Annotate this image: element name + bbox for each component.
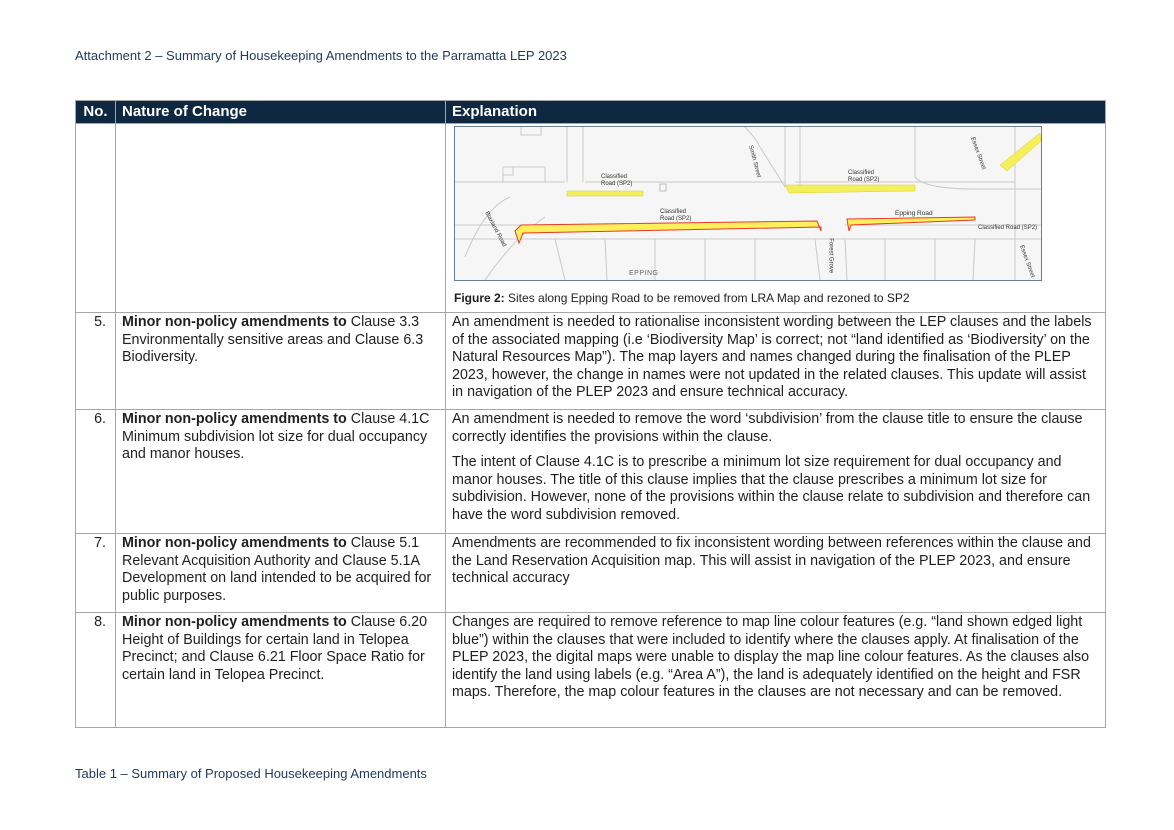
map-label-classified-3: Classified Road (SP2) <box>848 170 880 183</box>
figure-caption-label: Figure 2: <box>454 291 505 305</box>
map-label-classified-4: Classified Road (SP2) <box>978 225 1038 231</box>
figure-row <box>76 124 1106 313</box>
row-nature: Minor non-policy amendments to Clause 3.3 Environmentally sensitive areas and Clause 6.3 Biodiversity. <box>116 313 446 410</box>
page-header: Attachment 2 – Summary of Housekeeping Amendments to the Parramatta LEP 2023 <box>75 48 567 63</box>
table-row <box>76 613 1106 728</box>
figure-caption <box>454 291 1099 305</box>
row-explanation: Amendments are recommended to fix inconsistent wording between references within the clause and the Land Reservation Acquisition map. This will assist in navigation of the PLEP 2023, and ensure technical accuracy <box>446 534 1106 613</box>
row-nature: Minor non-policy amendments to Clause 4.1C Minimum subdivision lot size for dual occupancy and manor houses. <box>116 410 446 534</box>
table-row <box>76 410 1106 534</box>
row-nature: Minor non-policy amendments to Clause 6.20 Height of Buildings for certain land in Telopea Precinct; and Clause 6.21 Floor Space Ratio for certain land in Telopea Precinct. <box>116 613 446 728</box>
figure-caption-text: Sites along Epping Road to be removed from LRA Map and rezoned to SP2 <box>508 291 910 305</box>
figure-cell <box>446 124 1106 313</box>
epping-road-map <box>454 126 1042 281</box>
row-explanation: Changes are required to remove reference to map line colour features (e.g. “land shown edged light blue”) within the clauses that were included to identify where the clauses apply. At finalisation of the PLEP 2023, the digital maps were unable to display the map line colour features. As the clauses also identify the land using labels (e.g. “Area A”), the land is adequately identified on the height and FSR maps. Therefore, the map colour features in the clauses are not necessary and can be removed. <box>446 613 1106 728</box>
row-number: 8. <box>76 613 116 728</box>
header-no: No. <box>76 101 116 124</box>
map-label-epping: EPPING <box>629 270 659 277</box>
map-label-essex-street-top: Essex Street <box>969 136 987 171</box>
map-label-forest-grove: Forest Grove <box>827 238 834 274</box>
header-explanation: Explanation <box>446 101 1106 124</box>
row-number: 7. <box>76 534 116 613</box>
map-label-classified-2: Classified Road (SP2) <box>660 209 692 222</box>
figure-row-nature-cell <box>116 124 446 313</box>
table-caption: Table 1 – Summary of Proposed Housekeeping Amendments <box>75 766 427 781</box>
table-header-row <box>76 101 1106 124</box>
map-label-epping-road: Epping Road <box>895 210 933 217</box>
figure-row-no-cell <box>76 124 116 313</box>
table-row <box>76 534 1106 613</box>
row-number: 6. <box>76 410 116 534</box>
row-number: 5. <box>76 313 116 410</box>
row-explanation: An amendment is needed to rationalise inconsistent wording between the LEP clauses and the labels of the associated mapping (i.e ‘Biodiversity Map’ is correct; not “land identified as ‘Biodiversity’ on the Natural Resources Map”). The map layers and names changed during the finalisation of the PLEP 2023, however, the change in names were not updated in the related clauses. This update will assist in navigation of the PLEP 2023 and ensure technical accuracy. <box>446 313 1106 410</box>
map-label-smith-street: Smith Street <box>747 144 762 179</box>
row-nature: Minor non-policy amendments to Clause 5.1 Relevant Acquisition Authority and Clause 5.1A Development on land intended to be acquired for public purposes. <box>116 534 446 613</box>
table-row <box>76 313 1106 410</box>
row-explanation: An amendment is needed to remove the word ‘subdivision’ from the clause title to ensure the clause correctly identifies the provisions within the clause. The intent of Clause 4.1C is to prescribe a minimum lot size requirement for dual occupancy and manor houses. The title of this clause implies that the clause prescribes a minimum lot size for subdivision. However, none of the provisions within the clause relate to subdivision and therefore can have the word subdivision removed. <box>446 410 1106 534</box>
amendments-table <box>75 100 1106 728</box>
map-label-blaxland-road: Blaxland Road <box>483 210 507 249</box>
header-nature: Nature of Change <box>116 101 446 124</box>
map-label-essex-street-bottom: Essex Street <box>1018 244 1036 279</box>
map-label-classified-1: Classified Road (SP2) <box>601 174 633 187</box>
